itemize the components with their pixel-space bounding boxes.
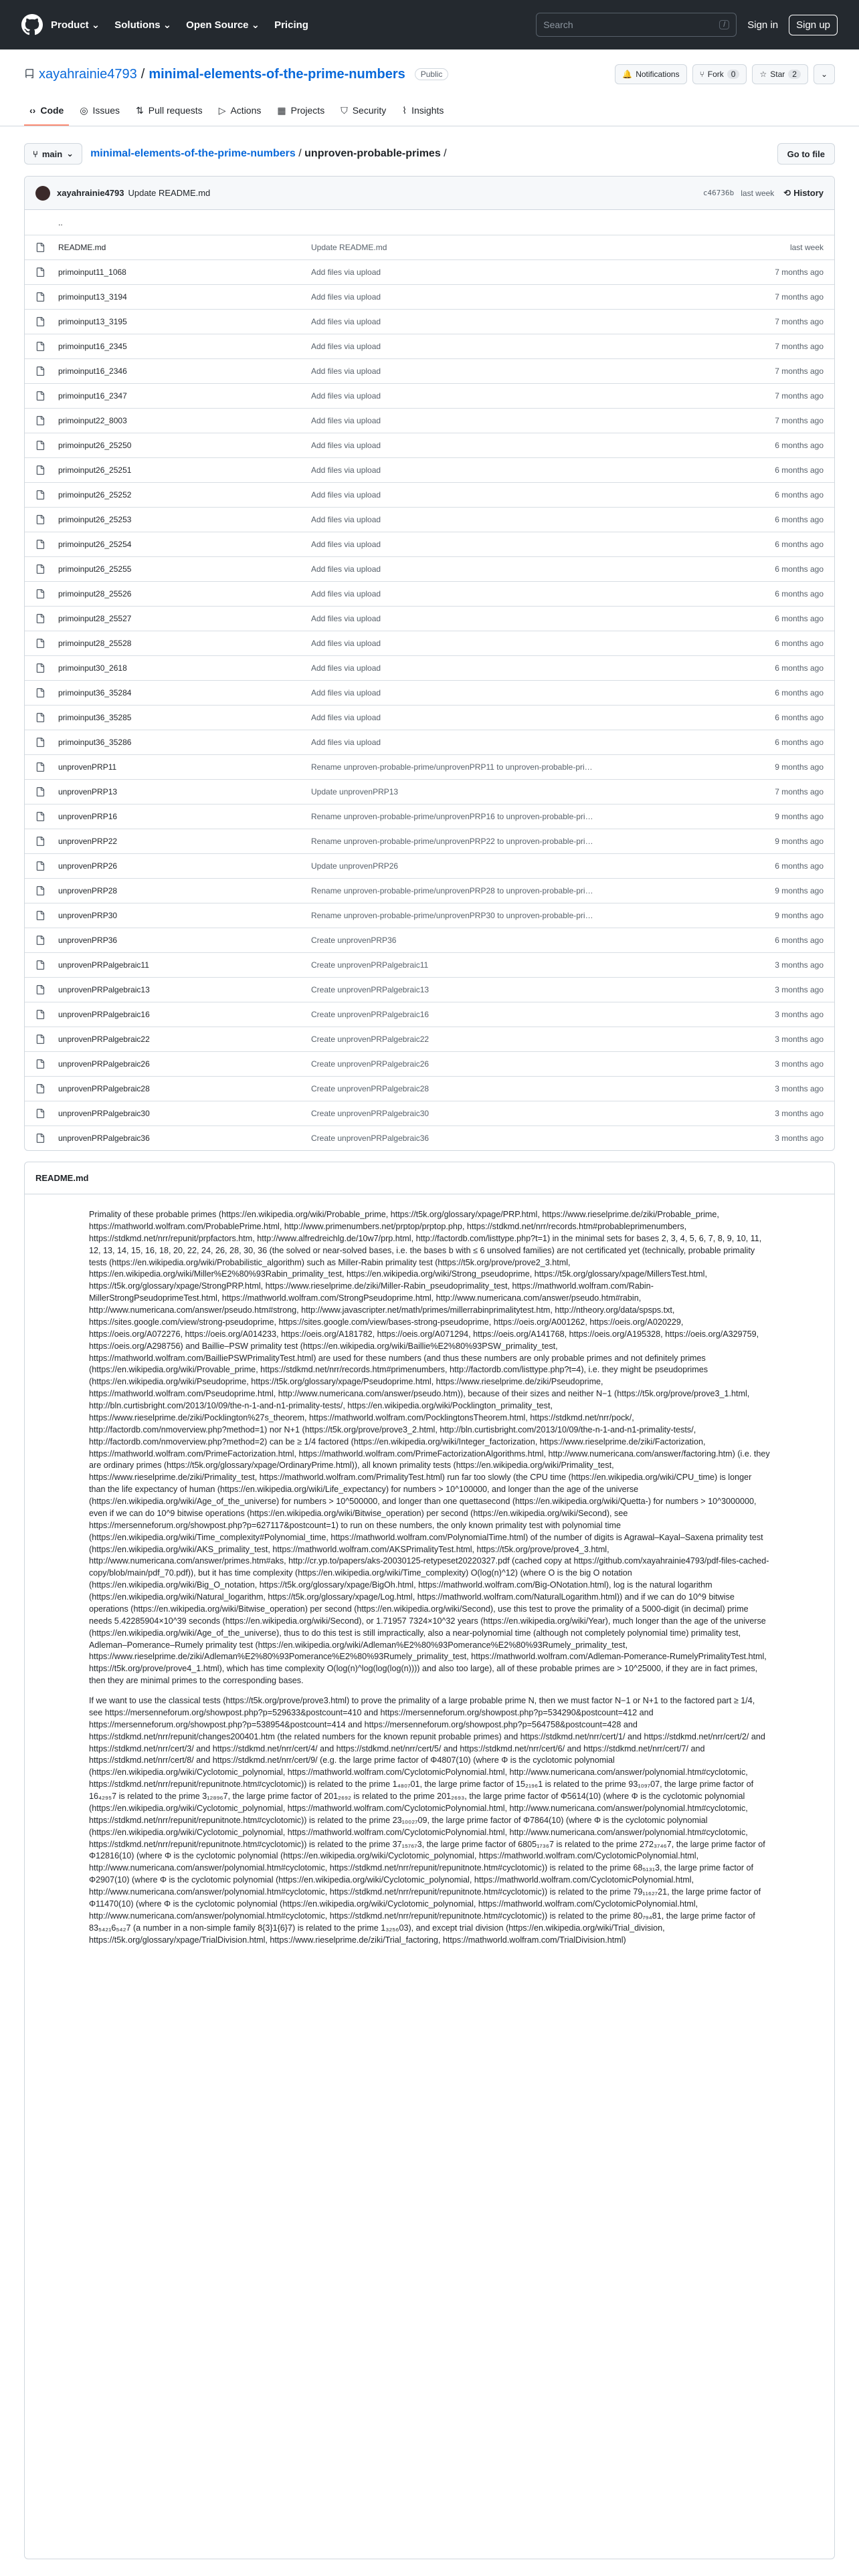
- file-commit-age: 6 months ago: [775, 688, 824, 697]
- tab-insights[interactable]: [397, 96, 449, 126]
- table-row[interactable]: [25, 284, 834, 309]
- breadcrumb: [90, 148, 447, 160]
- file-commit-message[interactable]: Add files via upload: [311, 465, 381, 475]
- file-commit-message[interactable]: Update README.md: [311, 243, 387, 252]
- file-name-link[interactable]: primoinput26_25252: [58, 490, 132, 500]
- tab-issues[interactable]: [74, 96, 125, 126]
- latest-commit-bar: [25, 177, 834, 210]
- file-name-link[interactable]: primoinput26_25253: [58, 515, 132, 524]
- file-icon: [35, 539, 46, 550]
- code-icon: ‹›: [29, 105, 36, 116]
- file-name-link[interactable]: primoinput28_25526: [58, 589, 132, 599]
- file-commit-message[interactable]: Create unprovenPRPalgebraic16: [311, 1010, 430, 1019]
- table-row[interactable]: [25, 581, 834, 606]
- file-icon: [35, 638, 46, 649]
- table-row[interactable]: [25, 730, 834, 754]
- sign-up-button[interactable]: Sign up: [789, 15, 838, 35]
- file-name-link[interactable]: primoinput30_2618: [58, 663, 127, 673]
- file-browser: [24, 176, 835, 1151]
- file-icon: [35, 910, 46, 921]
- file-icon: [35, 415, 46, 426]
- file-icon: [35, 1059, 46, 1069]
- file-commit-age: 6 months ago: [775, 441, 824, 450]
- parent-directory-icon: [35, 217, 46, 228]
- table-row[interactable]: [25, 556, 834, 581]
- file-name-link[interactable]: primoinput26_25250: [58, 441, 132, 450]
- file-commit-age: 9 months ago: [775, 911, 824, 920]
- file-commit-message[interactable]: Add files via upload: [311, 416, 381, 425]
- table-row[interactable]: [25, 507, 834, 532]
- star-count: 2: [788, 70, 801, 79]
- readme-paragraph: If we want to use the classical tests (https://t5k.org/prove/prove3.html) to prove the primality of a large probable prime N, then we must factor N−1 or N+1 to the factored part ≥ 1/4, see https://mersenneforum.org/showpost.php?p=529633&postcount=410 and https://mersenneforum.org/showpost.php?p=534290&postcount=412 and https://mersenneforum.org/showpost.php?p=538954&postcount=414 and https://mersenneforum.org/showpost.php?p=564758&postcount=428 and https://stdkmd.net/nrr/repunit/changes200401.htm (the related numbers for the known repunit probable primes) and https://stdkmd.net/nrr/cert/1/ and https://stdkmd.net/nrr/cert/2/ and https://stdkmd.net/nrr/cert/3/ and https://stdkmd.net/nrr/cert/4/ and https://stdkmd.net/nrr/cert/5/ and https://stdkmd.net/nrr/cert/6/ and https://stdkmd.net/nrr/cert/7/ and https://stdkmd.net/nrr/cert/8/ and https://stdkmd.net/nrr/cert/9/ (e.g. the large prime factor of Φ4807(10) (where Φ is the cyclotomic polynomial (https://en.wikipedia.org/wiki/Cyclotomic_polynomial, https://mathworld.wolfram.com/CyclotomicPolynomial.html, http://www.numericana.com/answer/polynomial.htm#cyclotomic, https://stdkmd.net/nrr/repunit/repunitnote.htm#cyclotomic)) is related to the prime 1₄₈₀₇01, the large prime factor of 15₂₁₉₆1 is related to the prime 93₁₀₉₇07, the large prime factor of 16₄₂₉₅7 is related to the prime 3₁₂₈₉₆7, the large prime factor of 201₂₆₉₂ is related to the prime 201₂₆₉₃, the large prime factor of Φ5614(10) (where Φ is the cyclotomic polynomial (https://en.wikipedia.org/wiki/Cyclotomic_polynomial, https://mathworld.wolfram.com/CyclotomicPolynomial.html, http://www.numericana.com/answer/polynomial.htm#cyclotomic, https://stdkmd.net/nrr/repunit/repunitnote.htm#cyclotomic)) is related to the prime 23₁₀₀₂₇09, the large prime factor of Φ7864(10) (where Φ is the cyclotomic polynomial (https://en.wikipedia.org/wiki/Cyclotomic_polynomial, https://mathworld.wolfram.com/CyclotomicPolynomial.html, http://www.numericana.com/answer/polynomial.htm#cyclotomic, https://stdkmd.net/nrr/repunit/repunitnote.htm#cyclotomic)) is related to the prime 37₁₅₇₆₇3, the large prime factor of 6805₁₇₃₆7 is related to the prime 272₃₇₄₆7, the large prime factor of Φ12816(10) (where Φ is the cyclotomic polynomial (https://en.wikipedia.org/wiki/Cyclotomic_polynomial, https://mathworld.wolfram.com/CyclotomicPolynomial.html, http://www.numericana.com/answer/polynomial.htm#cyclotomic, https://stdkmd.net/nrr/repunit/repunitnote.htm#cyclotomic)) is related to the prime 68₅₁₃₁3, the large prime factor of Φ2907(10) (where Φ is the cyclotomic polynomial (https://en.wikipedia.org/wiki/Cyclotomic_polynomial, https://mathworld.wolfram.com/CyclotomicPolynomial.html, http://www.numericana.com/answer/polynomial.htm#cyclotomic, https://stdkmd.net/nrr/repunit/repunitnote.htm#cyclotomic)) is related to the prime 79₁₁₆₂₇21, the large prime factor of Φ11470(10) (where Φ is the cyclotomic polynomial (https://en.wikipedia.org/wiki/Cyclotomic_polynomial, https://mathworld.wolfram.com/CyclotomicPolynomial.html, http://www.numericana.com/answer/polynomial.htm#cyclotomic, https://stdkmd.net/nrr/repunit/repunitnote.htm#cyclotomic)) is related to the prime 80₇₉₄81, the large prime factor of 83₅₄₂₁6₅₄₂7 (a number in a non-simple family 8{3}1{6}7) is related to the prime 1₃₂₅₆03), and except trial division (https://en.wikipedia.org/wiki/Trial_division, https://t5k.org/glossary/xpage/TrialDivision.html, https://www.rieselprime.de/ziki/Trial_factoring, https://mathworld.wolfram.com/TrialDivision.html): [89, 1696, 765, 1945]
- file-name-link[interactable]: unprovenPRP11: [58, 762, 117, 772]
- file-commit-age: 3 months ago: [775, 1134, 824, 1143]
- search-input[interactable]: [536, 13, 737, 37]
- tab-code-label: Code: [40, 105, 64, 116]
- play-icon: ▷: [218, 104, 226, 116]
- file-icon: [35, 836, 46, 847]
- file-commit-message[interactable]: Add files via upload: [311, 267, 381, 277]
- file-commit-age: 7 months ago: [775, 391, 824, 401]
- file-icon: [35, 514, 46, 525]
- table-row[interactable]: [25, 309, 834, 334]
- pull-request-icon: ⇅: [136, 104, 144, 116]
- file-commit-age: 9 months ago: [775, 762, 824, 772]
- file-commit-message[interactable]: Add files via upload: [311, 441, 381, 450]
- file-name-link[interactable]: unprovenPRPalgebraic30: [58, 1109, 150, 1118]
- tab-actions[interactable]: [213, 96, 267, 126]
- repo-header: [0, 49, 859, 126]
- file-name-link[interactable]: primoinput36_35285: [58, 713, 132, 722]
- table-row[interactable]: [25, 482, 834, 507]
- fork-button[interactable]: [692, 64, 747, 84]
- notifications-label: Notifications: [636, 70, 680, 79]
- file-commit-age: 6 months ago: [775, 713, 824, 722]
- file-commit-age: 3 months ago: [775, 985, 824, 994]
- file-icon: [35, 1108, 46, 1119]
- tab-insights-label: Insights: [411, 105, 444, 116]
- table-row[interactable]: [25, 606, 834, 631]
- file-commit-age: 6 months ago: [775, 663, 824, 673]
- star-icon: ☆: [759, 70, 767, 79]
- tab-security-label: Security: [352, 105, 387, 116]
- file-commit-message[interactable]: Create unprovenPRPalgebraic28: [311, 1084, 430, 1093]
- file-commit-message[interactable]: Add files via upload: [311, 738, 381, 747]
- file-name-link[interactable]: unprovenPRPalgebraic13: [58, 985, 150, 994]
- file-icon: [35, 588, 46, 599]
- file-name-link[interactable]: primoinput28_25528: [58, 639, 132, 648]
- file-name-link[interactable]: unprovenPRPalgebraic36: [58, 1134, 150, 1143]
- file-icon: [35, 440, 46, 451]
- file-commit-message[interactable]: Rename unproven-probable-prime/unprovenPRP22 to unproven-probable-pri…: [311, 837, 593, 846]
- branch-name: main: [41, 148, 63, 159]
- file-commit-age: 6 months ago: [775, 614, 824, 623]
- file-icon: [35, 811, 46, 822]
- file-commit-age: 3 months ago: [775, 1059, 824, 1069]
- file-commit-message[interactable]: Add files via upload: [311, 589, 381, 599]
- file-icon: [35, 465, 46, 475]
- file-commit-age: 9 months ago: [775, 812, 824, 821]
- file-commit-age: 7 months ago: [775, 317, 824, 326]
- file-name-link[interactable]: primoinput13_3195: [58, 317, 127, 326]
- file-commit-age: 6 months ago: [775, 738, 824, 747]
- file-name-link[interactable]: unprovenPRPalgebraic11: [58, 960, 149, 970]
- visibility-badge: Public: [415, 68, 449, 80]
- file-commit-age: 3 months ago: [775, 1084, 824, 1093]
- readme-body: [25, 1194, 834, 2559]
- table-row[interactable]: [25, 532, 834, 556]
- tab-code[interactable]: [24, 96, 69, 126]
- table-row[interactable]: [25, 1125, 834, 1150]
- sign-in-link[interactable]: Sign in: [747, 19, 779, 31]
- file-commit-message[interactable]: Add files via upload: [311, 688, 381, 697]
- file-commit-message[interactable]: Create unprovenPRPalgebraic13: [311, 985, 430, 994]
- file-name-link[interactable]: primoinput13_3194: [58, 292, 127, 302]
- repo-owner-link[interactable]: xayahrainie4793: [39, 66, 137, 82]
- file-name-link[interactable]: unprovenPRP30: [58, 911, 118, 920]
- readme-header: [25, 1162, 834, 1194]
- file-name-link[interactable]: primoinput28_25527: [58, 614, 132, 623]
- file-commit-message[interactable]: Create unprovenPRPalgebraic30: [311, 1109, 430, 1118]
- readme-panel: [24, 1162, 835, 2559]
- file-name-link[interactable]: unprovenPRP28: [58, 886, 118, 895]
- table-row[interactable]: [25, 655, 834, 680]
- main-content: [0, 126, 859, 2575]
- file-commit-message[interactable]: Add files via upload: [311, 540, 381, 549]
- file-commit-age: 6 months ago: [775, 589, 824, 599]
- issue-icon: ◎: [80, 104, 88, 116]
- file-name-link[interactable]: primoinput16_2346: [58, 366, 127, 376]
- table-icon: ▦: [277, 104, 286, 116]
- file-commit-age: 6 months ago: [775, 540, 824, 549]
- repo-icon: [24, 69, 35, 80]
- file-commit-age: 6 months ago: [775, 564, 824, 574]
- file-icon: [35, 935, 46, 946]
- table-row[interactable]: [25, 408, 834, 433]
- table-row[interactable]: [25, 1051, 834, 1076]
- table-row[interactable]: [25, 952, 834, 977]
- file-commit-age: 6 months ago: [775, 465, 824, 475]
- file-commit-message[interactable]: Rename unproven-probable-prime/unprovenPRP28 to unproven-probable-pri…: [311, 886, 593, 895]
- file-commit-age: 7 months ago: [775, 267, 824, 277]
- graph-icon: ⌇: [402, 104, 407, 116]
- table-row[interactable]: [25, 853, 834, 878]
- file-commit-age: 7 months ago: [775, 416, 824, 425]
- commit-time: last week: [741, 188, 775, 198]
- table-row[interactable]: [25, 977, 834, 1002]
- fork-count: 0: [727, 70, 740, 79]
- file-commit-message[interactable]: Add files via upload: [311, 614, 381, 623]
- bell-icon: 🔔: [622, 70, 633, 79]
- repo-title: [24, 67, 448, 82]
- nav-pricing-label: Pricing: [274, 19, 308, 31]
- tab-projects[interactable]: [272, 96, 330, 126]
- file-commit-message[interactable]: Add files via upload: [311, 564, 381, 574]
- global-nav: [51, 19, 308, 31]
- repo-tabs: [24, 96, 835, 126]
- file-commit-age: 6 months ago: [775, 936, 824, 945]
- star-dropdown-button[interactable]: [814, 64, 835, 84]
- file-commit-age: 7 months ago: [775, 787, 824, 796]
- tab-pull-requests[interactable]: [130, 96, 208, 126]
- file-icon: [35, 737, 46, 748]
- file-icon: [35, 861, 46, 871]
- file-commit-message[interactable]: Add files via upload: [311, 713, 381, 722]
- tab-pull-requests-label: Pull requests: [148, 105, 203, 116]
- file-commit-message[interactable]: Create unprovenPRPalgebraic26: [311, 1059, 430, 1069]
- file-name-link[interactable]: primoinput36_35286: [58, 738, 132, 747]
- path-bar: [24, 142, 835, 165]
- table-row[interactable]: [25, 754, 834, 779]
- table-row[interactable]: [25, 903, 834, 928]
- go-to-file-button[interactable]: Go to file: [777, 143, 835, 165]
- file-icon: [35, 316, 46, 327]
- search-placeholder: Search: [543, 19, 573, 30]
- star-button[interactable]: [752, 64, 807, 84]
- file-name-link[interactable]: primoinput36_35284: [58, 688, 132, 697]
- global-header: [0, 0, 859, 49]
- table-row[interactable]: [25, 928, 834, 952]
- nav-product-label: Product: [51, 19, 89, 31]
- file-name-link[interactable]: README.md: [58, 243, 106, 252]
- table-row[interactable]: [25, 705, 834, 730]
- file-commit-message[interactable]: Create unprovenPRPalgebraic11: [311, 960, 429, 970]
- history-link[interactable]: [783, 188, 824, 199]
- repo-name-link[interactable]: minimal-elements-of-the-prime-numbers: [149, 66, 405, 82]
- table-row[interactable]: [25, 235, 834, 259]
- tab-security[interactable]: [335, 96, 391, 126]
- file-name-link[interactable]: primoinput26_25254: [58, 540, 132, 549]
- file-name-link[interactable]: unprovenPRP26: [58, 861, 118, 871]
- file-icon: [35, 341, 46, 352]
- file-commit-message[interactable]: Add files via upload: [311, 515, 381, 524]
- file-commit-message[interactable]: Update unprovenPRP13: [311, 787, 399, 796]
- nav-product[interactable]: [51, 19, 100, 31]
- file-icon: [35, 391, 46, 401]
- file-commit-message[interactable]: Add files via upload: [311, 366, 381, 376]
- file-name-link[interactable]: unprovenPRPalgebraic22: [58, 1035, 150, 1044]
- nav-pricing[interactable]: [274, 19, 308, 31]
- file-icon: [35, 762, 46, 772]
- file-commit-age: 9 months ago: [775, 886, 824, 895]
- table-row[interactable]: [25, 631, 834, 655]
- file-icon: [35, 960, 46, 970]
- table-row[interactable]: [25, 210, 834, 235]
- nav-solutions[interactable]: [114, 19, 171, 31]
- file-name-link[interactable]: ..: [58, 217, 63, 227]
- file-name-link[interactable]: primoinput16_2345: [58, 342, 127, 351]
- file-commit-message[interactable]: Create unprovenPRPalgebraic36: [311, 1134, 430, 1143]
- file-commit-message[interactable]: Add files via upload: [311, 391, 381, 401]
- file-name-link[interactable]: primoinput16_2347: [58, 391, 127, 401]
- file-commit-age: 7 months ago: [775, 292, 824, 302]
- table-row[interactable]: [25, 259, 834, 284]
- table-row[interactable]: [25, 433, 834, 457]
- shield-icon: ⛉: [341, 104, 348, 116]
- fork-label: Fork: [707, 70, 724, 79]
- search-shortcut-key: /: [719, 20, 729, 29]
- tab-issues-label: Issues: [92, 105, 120, 116]
- file-icon: [35, 242, 46, 253]
- file-icon: [35, 663, 46, 673]
- file-icon: [35, 490, 46, 500]
- nav-open-source-label: Open Source: [186, 19, 249, 31]
- readme-paragraph: Primality of these probable primes (https://en.wikipedia.org/wiki/Probable_prime, https://t5k.org/glossary/xpage/PRP.html, https://www.rieselprime.de/ziki/Probable_prime, https://mathworld.wolfram.com/ProbablePrime.html, http://www.primenumbers.net/prptop/prptop.php, https://stdkmd.net/nrr/records.htm#probableprimenumbers, https://stdkmd.net/nrr/repunit/prpfactors.htm, http://www.alfredreichlg.de/10w7/prp.html, http://factordb.com/listtype.php?t=1) in the minimal sets for bases 2, 3, 4, 5, 6, 7, 8, 9, 10, 11, 12, 13, 14, 15, 16, 18, 20, 22, 24, 26, 28, 30, 36 (the solved or near-solved bases, i.e. the bases b with ≤ 6 unsolved families) are not certificated yet (technically, probable primality tests (https://en.wikipedia.org/wiki/Probabilistic_algorithm) such as Miller-Rabin primality test (https://t5k.org/prove/prove2_3.html, https://en.wikipedia.org/wiki/Miller%E2%80%93Rabin_primality_test, https://en.wikipedia.org/wiki/Strong_pseudoprime, https://t5k.org/glossary/xpage/MillersTest.html, https://t5k.org/glossary/xpage/StrongPRP.html, https://www.rieselprime.de/ziki/Miller-Rabin_pseudoprimality_test, https://mathworld.wolfram.com/Rabin-MillerStrongPseudoprimeTest.html, https://mathworld.wolfram.com/StrongPseudoprime.html, http://www.numericana.com/answer/pseudo.htm#rabin, http://www.numericana.com/answer/pseudo.htm#strong, http://www.javascripter.net/math/primes/millerrabinprimalitytest.htm, http://ntheory.org/data/spsps.txt, https://sites.google.com/view/strong-pseudoprime, https://sites.google.com/view/bases-strong-pseudoprime, https://oeis.org/A001262, https://oeis.org/A020229, https://oeis.org/A072276, https://oeis.org/A014233, https://oeis.org/A181782, https://oeis.org/A071294, https://oeis.org/A141768, https://oeis.org/A195328, https://oeis.org/A329759, https://oeis.org/A298756) and Baillie–PSW primality test (https://en.wikipedia.org/wiki/Baillie%E2%80%93PSW_primality_test, https://mathworld.wolfram.com/BailliePSWPrimalityTest.html) are used for these numbers (and thus these numbers are only probable primes and not definitely primes (https://en.wikipedia.org/wiki/Provable_prime, https://stdkmd.net/nrr/records.htm#primenumbers, http://factordb.com/listtype.php?t=4), i.e. they might be pseudoprimes (https://en.wikipedia.org/wiki/Pseudoprime, https://t5k.org/glossary/xpage/Pseudoprime.html, https://www.rieselprime.de/ziki/Pseudoprime, https://mathworld.wolfram.com/Pseudoprime.html, http://www.numericana.com/answer/pseudo.htm)), because of their sizes and neither N−1 (https://t5k.org/prove/prove3_1.html, http://bln.curtisbright.com/2013/10/09/the-n-1-and-n1-primality-tests/, https://en.wikipedia.org/wiki/Pocklington_primality_test, https://www.rieselprime.de/ziki/Pocklington%27s_theorem, https://mathworld.wolfram.com/PocklingtonsTheorem.html, https://stdkmd.net/nrr/pock/, http://factordb.com/nmoverview.php?method=1) nor N+1 (https://t5k.org/prove/prove3_2.html, http://bln.curtisbright.com/2013/10/09/the-n-1-and-n1-primality-tests/, http://factordb.com/nmoverview.php?method=2) can be ≥ 1/4 factored (https://en.wikipedia.org/wiki/Integer_factorization, https://www.rieselprime.de/ziki/Factorization, https://mathworld.wolfram.com/PrimeFactorization.html, https://mathworld.wolfram.com/PrimeFactorizationAlgorithms.html, http://www.numericana.com/answer/factoring.htm) (i.e. they are ordinary primes (https://t5k.org/glossary/xpage/OrdinaryPrime.html)), all known primality tests (https://en.wikipedia.org/wiki/Primality_test, https://www.rieselprime.de/ziki/Primality_test, https://mathworld.wolfram.com/PrimalityTest.html) run far too slowly (the CPU time (https://en.wikipedia.org/wiki/CPU_time) is longer than the life expectancy of human (https://en.wikipedia.org/wiki/Life_expectancy) for numbers > 10^100000, and longer than the age of the universe (https://en.wikipedia.org/wiki/Age_of_the_universe) for numbers > 10^500000, and longer than one quettasecond (https://en.wikipedia.org/wiki/Quetta-) for numbers > 10^3000000, even if we can do 10^9 bitwise operations (https://en.wikipedia.org/wiki/Bitwise_operation) per second (https://en.wikipedia.org/wiki/Second), see https://mersenneforum.org/showpost.php?p=627117&postcount=1) to run on these numbers, the only known primality test with polynomial time (https://en.wikipedia.org/wiki/Time_complexity#Polynomial_time, https://mathworld.wolfram.com/PolynomialTime.html) of the number of digits is Agrawal–Kayal–Saxena primality test (https://en.wikipedia.org/wiki/AKS_primality_test, https://mathworld.wolfram.com/AKSPrimalityTest.html, https://t5k.org/prove/prove4_3.html, http://www.numericana.com/answer/primes.htm#aks, http://cr.yp.to/papers/aks-20030125-retypeset20220327.pdf (cached copy at https://github.com/xayahrainie4793/pdf-files-cached-copy/blob/main/pdf_70.pdf)), but it has time complexity (https://en.wikipedia.org/wiki/Time_complexity) O(log(n)^12) (where O is the big O notation (https://en.wikipedia.org/wiki/Big_O_notation, https://t5k.org/glossary/xpage/BigOh.html, https://mathworld.wolfram.com/Big-ONotation.html), log is the natural logarithm (https://en.wikipedia.org/wiki/Natural_logarithm, https://t5k.org/glossary/xpage/Log.html, https://mathworld.wolfram.com/NaturalLogarithm.html)) and if we can do 10^9 bitwise operations (https://en.wikipedia.org/wiki/Bitwise_operation) per second (https://en.wikipedia.org/wiki/Second), use this test to prove the primality of a 5000-digit (in decimal) prime needs 5.42285904×10^39 seconds (https://en.wikipedia.org/wiki/Second), or 1.71957 7324×10^32 years (https://en.wikipedia.org/wiki/Year), much longer than the age of the universe (https://en.wikipedia.org/wiki/Age_of_the_universe), thus to do this test is still impractically, also a near-polynomial time (although not completely polynomial time) primality test, Adleman–Pomerance–Rumely primality test (https://en.wikipedia.org/wiki/Adleman%E2%80%93Pomerance%E2%80%93Rumely_primality_test, https://www.rieselprime.de/ziki/Adleman%E2%80%93Pomerance%E2%80%93Rumely_primality_test, https://mathworld.wolfram.com/Adleman-Pomerance-RumelyPrimalityTest.html, https://t5k.org/prove/prove4_1.html), which has time complexity O(log(n)^log(log(log(n)))) and also too large), all of these probable primes are > 10^25000, if they are in fact primes, then they are minimal primes to the corresponding bases.: [89, 1210, 770, 1686]
- file-commit-age: 6 months ago: [775, 861, 824, 871]
- tab-projects-label: Projects: [290, 105, 325, 116]
- file-list: [25, 210, 834, 1150]
- file-commit-age: 3 months ago: [775, 1035, 824, 1044]
- file-name-link[interactable]: unprovenPRPalgebraic16: [58, 1010, 150, 1019]
- file-commit-age: 7 months ago: [775, 342, 824, 351]
- notifications-button[interactable]: [615, 64, 686, 84]
- file-name-link[interactable]: unprovenPRPalgebraic28: [58, 1084, 150, 1093]
- file-commit-message[interactable]: Add files via upload: [311, 342, 381, 351]
- table-row[interactable]: [25, 334, 834, 358]
- file-icon: [35, 1034, 46, 1045]
- file-name-link[interactable]: unprovenPRP22: [58, 837, 118, 846]
- table-row[interactable]: [25, 1027, 834, 1051]
- file-commit-age: 3 months ago: [775, 1109, 824, 1118]
- breadcrumb-current-dir: unproven-probable-primes: [304, 148, 441, 159]
- table-row[interactable]: [25, 457, 834, 482]
- file-name-link[interactable]: primoinput26_25251: [58, 465, 132, 475]
- tab-actions-label: Actions: [230, 105, 262, 116]
- file-name-link[interactable]: primoinput26_25255: [58, 564, 132, 574]
- file-icon: [35, 267, 46, 278]
- file-commit-message[interactable]: Create unprovenPRP36: [311, 936, 397, 945]
- table-row[interactable]: [25, 383, 834, 408]
- chevron-down-icon: ⌄: [91, 19, 100, 31]
- file-commit-message[interactable]: Create unprovenPRPalgebraic22: [311, 1035, 430, 1044]
- branch-icon: ⑂: [33, 148, 38, 159]
- file-commit-age: 6 months ago: [775, 639, 824, 648]
- file-icon: [35, 292, 46, 302]
- nav-open-source[interactable]: [186, 19, 260, 31]
- file-commit-message[interactable]: Add files via upload: [311, 490, 381, 500]
- nav-solutions-label: Solutions: [114, 19, 161, 31]
- chevron-down-icon: ⌄: [66, 148, 74, 158]
- file-commit-age: 9 months ago: [775, 837, 824, 846]
- file-name-link[interactable]: unprovenPRPalgebraic26: [58, 1059, 150, 1069]
- file-icon: [35, 1009, 46, 1020]
- file-commit-message[interactable]: Rename unproven-probable-prime/unprovenPRP11 to unproven-probable-pri…: [311, 762, 593, 772]
- file-commit-message[interactable]: Add files via upload: [311, 639, 381, 648]
- repo-separator: /: [140, 66, 145, 82]
- file-commit-message[interactable]: Add files via upload: [311, 292, 381, 302]
- file-commit-age: 6 months ago: [775, 515, 824, 524]
- file-icon: [35, 786, 46, 797]
- file-commit-age: 6 months ago: [775, 490, 824, 500]
- file-icon: [35, 366, 46, 377]
- table-row[interactable]: [25, 779, 834, 804]
- commit-sha[interactable]: c46736b: [702, 189, 735, 197]
- file-commit-message[interactable]: Rename unproven-probable-prime/unprovenPRP30 to unproven-probable-pri…: [311, 911, 593, 920]
- table-row[interactable]: [25, 680, 834, 705]
- file-icon: [35, 885, 46, 896]
- file-name-link[interactable]: primoinput22_8003: [58, 416, 127, 425]
- branch-selector[interactable]: [24, 143, 82, 165]
- file-commit-message[interactable]: Update unprovenPRP26: [311, 861, 399, 871]
- chevron-down-icon: ⌄: [251, 19, 260, 31]
- file-icon: [35, 712, 46, 723]
- file-name-link[interactable]: unprovenPRP16: [58, 812, 118, 821]
- history-label: History: [793, 188, 824, 198]
- file-name-link[interactable]: primoinput11_1068: [58, 267, 126, 277]
- table-row[interactable]: [25, 804, 834, 829]
- table-row[interactable]: [25, 1002, 834, 1027]
- chevron-down-icon: ⌄: [820, 70, 828, 79]
- file-icon: [35, 687, 46, 698]
- commit-author[interactable]: xayahrainie4793: [57, 188, 124, 198]
- github-logo-icon[interactable]: [21, 14, 43, 35]
- file-icon: [35, 1083, 46, 1094]
- file-commit-message[interactable]: Add files via upload: [311, 317, 381, 326]
- breadcrumb-repo-link[interactable]: minimal-elements-of-the-prime-numbers: [90, 148, 296, 159]
- readme-title[interactable]: README.md: [35, 1173, 89, 1183]
- table-row[interactable]: [25, 878, 834, 903]
- avatar[interactable]: [35, 186, 50, 201]
- file-icon: [35, 564, 46, 574]
- file-name-link[interactable]: unprovenPRP13: [58, 787, 118, 796]
- file-commit-age: 7 months ago: [775, 366, 824, 376]
- fork-icon: ⑂: [699, 70, 704, 79]
- table-row[interactable]: [25, 829, 834, 853]
- breadcrumb-separator: /: [444, 148, 447, 159]
- star-label: Star: [770, 70, 785, 79]
- file-icon: [35, 613, 46, 624]
- file-commit-age: 3 months ago: [775, 960, 824, 970]
- table-row[interactable]: [25, 358, 834, 383]
- file-commit-age: 3 months ago: [775, 1010, 824, 1019]
- chevron-down-icon: ⌄: [163, 19, 172, 31]
- history-icon: ⟲: [783, 187, 791, 198]
- file-commit-message[interactable]: Add files via upload: [311, 663, 381, 673]
- table-row[interactable]: [25, 1101, 834, 1125]
- file-commit-message[interactable]: Rename unproven-probable-prime/unprovenPRP16 to unproven-probable-pri…: [311, 812, 593, 821]
- file-commit-age: last week: [789, 243, 824, 252]
- table-row[interactable]: [25, 1076, 834, 1101]
- file-name-link[interactable]: unprovenPRP36: [58, 936, 118, 945]
- file-icon: [35, 1133, 46, 1144]
- breadcrumb-separator: /: [298, 148, 302, 159]
- file-icon: [35, 984, 46, 995]
- commit-message[interactable]: Update README.md: [128, 188, 211, 198]
